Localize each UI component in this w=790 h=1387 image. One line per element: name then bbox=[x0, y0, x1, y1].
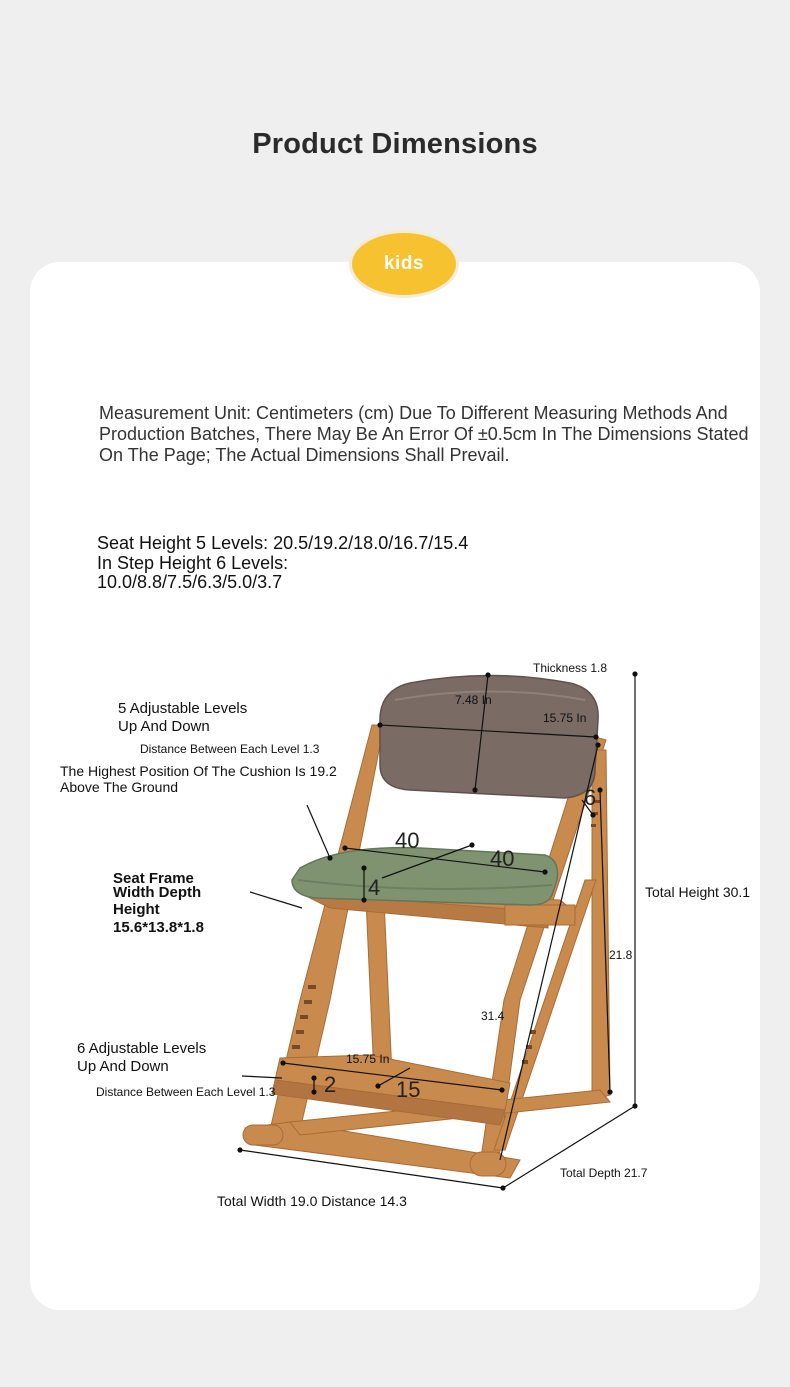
total-width-label: Total Width 19.0 Distance 14.3 bbox=[217, 1193, 407, 1209]
cushion-position-line2: Above The Ground bbox=[60, 779, 179, 795]
thickness-label: Thickness 1.8 bbox=[533, 661, 608, 675]
step-level-distance: Distance Between Each Level 1.3 bbox=[96, 1085, 276, 1099]
back-side-mark: 6 bbox=[584, 785, 597, 810]
seat-frame-line4: 15.6*13.8*1.8 bbox=[113, 919, 204, 936]
kids-logo-text: kids bbox=[383, 253, 425, 274]
step-height-title: In Step Height 6 Levels: bbox=[97, 552, 289, 573]
backrest-levels-line1: 5 Adjustable Levels bbox=[118, 700, 248, 717]
total-depth-label: Total Depth 21.7 bbox=[560, 1166, 648, 1180]
measurement-note: Measurement Unit: Centimeters (cm) Due To Different Measuring Methods And Production Batches, There May Be An Error Of ±0.5cm In The Dimensions Stated On The Page; The Actual Dimensions Shall Prevail. bbox=[99, 403, 749, 465]
seat-width-mark: 40 bbox=[395, 828, 420, 853]
seat-frame-line2: Width Depth bbox=[113, 884, 202, 901]
step-levels-line1: 6 Adjustable Levels bbox=[77, 1040, 207, 1057]
total-height-label: Total Height 30.1 bbox=[645, 884, 751, 900]
back-width-label: 15.75 In bbox=[543, 711, 587, 725]
diagonal-label: 31.4 bbox=[481, 1009, 505, 1023]
seat-depth-mark: 40 bbox=[490, 846, 515, 871]
side-height-label: 21.8 bbox=[609, 948, 633, 962]
step-depth-mark: 15 bbox=[396, 1077, 421, 1102]
page-title: Product Dimensions bbox=[252, 128, 538, 160]
back-height-label: 7.48 In bbox=[455, 693, 492, 707]
seat-frame-line3: Height bbox=[113, 901, 160, 918]
cushion-position-line1: The Highest Position Of The Cushion Is 19.2 bbox=[60, 763, 337, 779]
backrest-levels-line2: Up And Down bbox=[118, 718, 210, 735]
seat-frame-line1: Seat Frame bbox=[113, 870, 194, 887]
seat-thickness-mark: 4 bbox=[368, 875, 381, 900]
step-height-values: 10.0/8.8/7.5/6.3/5.0/3.7 bbox=[97, 572, 283, 592]
step-height-mark: 2 bbox=[324, 1072, 337, 1097]
step-width-label: 15.75 In bbox=[346, 1052, 390, 1066]
step-levels-line2: Up And Down bbox=[77, 1058, 169, 1075]
seat-height-levels: Seat Height 5 Levels: 20.5/19.2/18.0/16.7/15.4 bbox=[97, 533, 469, 553]
backrest-level-distance: Distance Between Each Level 1.3 bbox=[140, 742, 320, 756]
